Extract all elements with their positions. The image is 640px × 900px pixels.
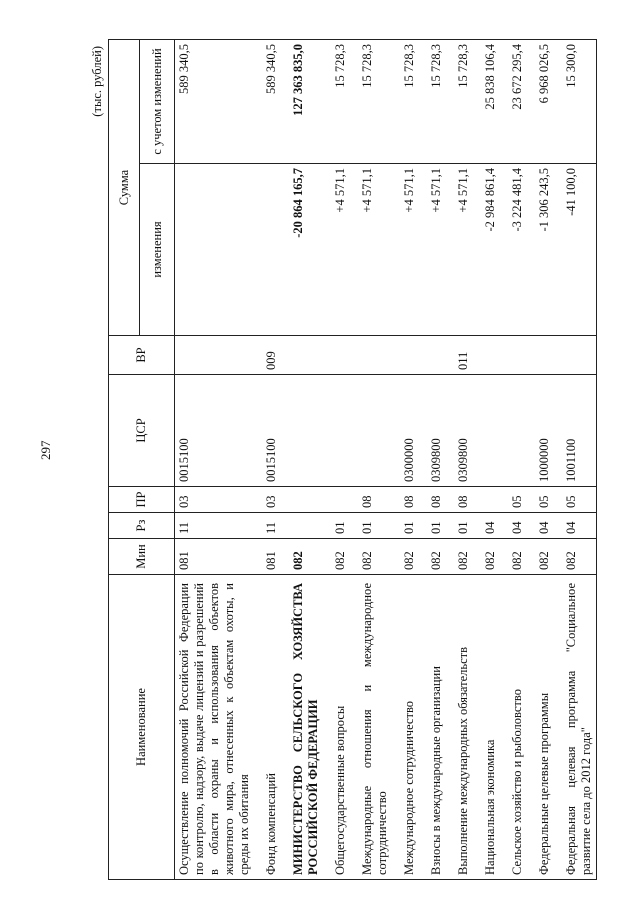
row-total: 15 728,3	[446, 40, 473, 164]
row-min: 081	[175, 539, 255, 575]
row-name: Международные отношения и международное сотрудничество	[350, 575, 392, 880]
row-total: 15 728,3	[419, 40, 446, 164]
row-total: 15 728,3	[392, 40, 419, 164]
header-sum: Сумма	[109, 40, 140, 336]
row-name: Сельское хозяйство и рыболовство	[500, 575, 527, 880]
row-changes: -1 306 243,5	[527, 164, 554, 336]
row-vr	[392, 336, 419, 375]
row-pr: 08	[419, 487, 446, 513]
table-row	[254, 40, 281, 880]
row-pr	[473, 487, 500, 513]
row-csr: 1001100	[554, 375, 597, 487]
table-row	[281, 40, 323, 880]
row-csr: 0309800	[446, 375, 473, 487]
row-total: 15 728,3	[323, 40, 350, 164]
table-row	[500, 40, 527, 880]
row-name: Международное сотрудничество	[392, 575, 419, 880]
table-row	[473, 40, 500, 880]
table-row	[323, 40, 350, 880]
row-csr	[281, 375, 323, 487]
row-pr: 05	[500, 487, 527, 513]
header-pr: ПР	[109, 487, 175, 513]
table-row	[350, 40, 392, 880]
table-row	[392, 40, 419, 880]
table-row	[527, 40, 554, 880]
row-min: 082	[350, 539, 392, 575]
row-changes: +4 571,1	[350, 164, 392, 336]
header-changes: изменения	[140, 164, 175, 336]
row-min: 082	[554, 539, 597, 575]
header-min: Мин	[109, 539, 175, 575]
row-vr	[473, 336, 500, 375]
row-csr	[323, 375, 350, 487]
row-pr	[323, 487, 350, 513]
row-rz: 01	[419, 513, 446, 539]
row-changes: -41 100,0	[554, 164, 597, 336]
row-name: Выполнение международных обязательств	[446, 575, 473, 880]
row-min: 082	[392, 539, 419, 575]
row-total: 25 838 106,4	[473, 40, 500, 164]
row-total: 589 340,5	[254, 40, 281, 164]
row-csr: 0309800	[419, 375, 446, 487]
header-vr: ВР	[109, 336, 175, 375]
row-csr: 0300000	[392, 375, 419, 487]
row-pr: 08	[392, 487, 419, 513]
row-min: 082	[500, 539, 527, 575]
row-rz: 04	[473, 513, 500, 539]
row-changes	[254, 164, 281, 336]
row-csr	[473, 375, 500, 487]
row-changes: -2 984 861,4	[473, 164, 500, 336]
row-csr: 0015100	[175, 375, 255, 487]
row-vr	[500, 336, 527, 375]
row-total: 15 728,3	[350, 40, 392, 164]
row-min: 081	[254, 539, 281, 575]
row-pr: 05	[554, 487, 597, 513]
row-csr	[500, 375, 527, 487]
row-min: 082	[323, 539, 350, 575]
row-min: 082	[527, 539, 554, 575]
row-name: Фонд компенсаций	[254, 575, 281, 880]
row-rz: 01	[350, 513, 392, 539]
row-min: 082	[446, 539, 473, 575]
row-vr	[419, 336, 446, 375]
row-name: МИНИСТЕРСТВО СЕЛЬСКОГО ХОЗЯЙСТВА РОССИЙСКОЙ ФЕДЕРАЦИИ	[281, 575, 323, 880]
page-number: 297	[38, 440, 53, 460]
row-name: Осуществление полномочий Российской Федерации по контролю, надзору, выдаче лицензий и разрешений в области охраны и использования объектов животного мира, отнесенных к объектам охоты, и среды их обитания	[175, 575, 255, 880]
row-pr	[281, 487, 323, 513]
row-vr	[281, 336, 323, 375]
row-pr: 03	[254, 487, 281, 513]
row-csr	[350, 375, 392, 487]
row-rz: 11	[254, 513, 281, 539]
row-changes: +4 571,1	[419, 164, 446, 336]
rotated-page-content	[90, 40, 610, 880]
row-rz: 01	[392, 513, 419, 539]
row-csr: 1000000	[527, 375, 554, 487]
row-csr: 0015100	[254, 375, 281, 487]
row-rz	[281, 513, 323, 539]
row-pr: 03	[175, 487, 255, 513]
row-pr: 08	[446, 487, 473, 513]
row-changes	[175, 164, 255, 336]
row-vr	[527, 336, 554, 375]
row-total: 589 340,5	[175, 40, 255, 164]
row-pr: 05	[527, 487, 554, 513]
table-row	[446, 40, 473, 880]
row-name: Федеральные целевые программы	[527, 575, 554, 880]
header-rz: Рз	[109, 513, 175, 539]
table-row	[554, 40, 597, 880]
row-vr	[175, 336, 255, 375]
row-vr: 009	[254, 336, 281, 375]
row-changes: +4 571,1	[323, 164, 350, 336]
row-rz: 04	[554, 513, 597, 539]
row-rz: 01	[446, 513, 473, 539]
row-rz: 04	[500, 513, 527, 539]
row-changes: +4 571,1	[392, 164, 419, 336]
row-min: 082	[281, 539, 323, 575]
row-name: Общегосударственные вопросы	[323, 575, 350, 880]
row-vr	[554, 336, 597, 375]
header-csr: ЦСР	[109, 375, 175, 487]
row-total: 23 672 295,4	[500, 40, 527, 164]
table-row	[175, 40, 255, 880]
budget-table	[108, 39, 597, 880]
row-pr: 08	[350, 487, 392, 513]
row-total: 6 968 026,5	[527, 40, 554, 164]
row-rz: 04	[527, 513, 554, 539]
units-note: (тыс. рублей)	[90, 46, 104, 117]
row-changes: +4 571,1	[446, 164, 473, 336]
row-min: 082	[419, 539, 446, 575]
row-vr: 011	[446, 336, 473, 375]
row-vr	[323, 336, 350, 375]
row-total: 127 363 835,0	[281, 40, 323, 164]
header-with-changes: с учетом изменений	[140, 40, 175, 164]
row-rz: 11	[175, 513, 255, 539]
row-changes: -3 224 481,4	[500, 164, 527, 336]
row-vr	[350, 336, 392, 375]
row-name: Национальная экономика	[473, 575, 500, 880]
table-row	[419, 40, 446, 880]
row-total: 15 300,0	[554, 40, 597, 164]
row-name: Федеральная целевая программа "Социальное развитие села до 2012 года"	[554, 575, 597, 880]
header-name: Наименование	[109, 575, 175, 880]
row-name: Взносы в международные организации	[419, 575, 446, 880]
row-rz: 01	[323, 513, 350, 539]
row-changes: -20 864 165,7	[281, 164, 323, 336]
row-min: 082	[473, 539, 500, 575]
